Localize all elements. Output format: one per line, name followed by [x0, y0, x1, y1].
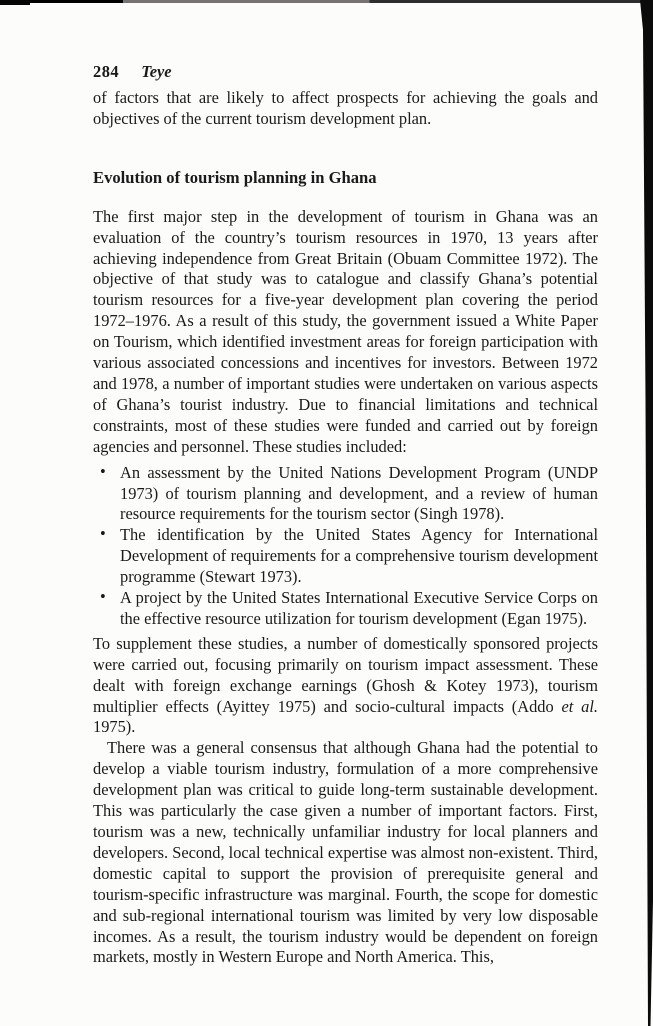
paragraph-supplement: [93, 634, 598, 739]
studies-bullet-list: [93, 463, 598, 630]
paragraph-consensus: There was a general consensus that although Ghana had the potential to develop a viable tourism industry, formulation of a more comprehensive development plan was critical to guide long-term sustainable development. This was particularly the case given a number of important factors. First, tourism was a new, technically unfamiliar industry for local planners and developers. Second, local technical expertise was almost non-existent. Third, domestic capital to support the provision of prerequisite general and tourism-specific infrastructure was marginal. Fourth, the scope for domestic and sub-regional international tourism was limited by very low disposable incomes. As a result, the tourism industry would be dependent on foreign markets, mostly in Western Europe and North America. This,: [93, 738, 598, 967]
list-item-text: The identification by the United States Agency for International Development of requirements for a comprehensive tourism development programme (Stewart 1973).: [120, 525, 598, 587]
paragraph-intro: of factors that are likely to affect prospects for achieving the goals and objectives of the current tourism development plan.: [93, 87, 598, 128]
running-header: [93, 62, 598, 83]
section-heading: Evolution of tourism planning in Ghana: [93, 167, 377, 187]
scan-right-edge-artifact: [640, 0, 653, 1026]
running-head-author: Teye: [141, 62, 172, 81]
list-item: [93, 463, 598, 526]
paragraph-supplement-text: To supplement these studies, a number of domestically sponsored projects were carried out, focusing primarily on tourism impact assessment. These dealt with foreign exchange earnings (Ghosh & Kotey 1973), tourism multiplier effects (Ayittey 1975) and socio-cultural impacts (Addo: [93, 633, 598, 716]
scan-corner-artifact: [0, 0, 30, 5]
scan-top-edge-artifact: [0, 0, 648, 3]
page-number: 284: [93, 62, 120, 81]
page-body: [93, 62, 598, 968]
et-al-italic: et al.: [561, 696, 598, 716]
paragraph-evolution: The first major step in the development of tourism in Ghana was an evaluation of the country’s tourism resources in 1970, 13 years after achieving independence from Great Britain (Obuam Committee 1972). The objective of that study was to catalogue and classify Ghana’s potential tourism resources for a five-year development plan covering the period 1972–1976. As a result of this study, the government issued a White Paper on Tourism, which identified investment areas for foreign participation with various associated concessions and incentives for investors. Between 1972 and 1978, a number of important studies were undertaken on various aspects of Ghana’s tourist industry. Due to financial limitations and technical constraints, most of these studies were funded and carried out by foreign agencies and personnel. These studies included:: [93, 206, 598, 456]
bullet-icon: •: [100, 587, 106, 607]
list-item-text: A project by the United States International Executive Service Corps on the effective resource utilization for tourism development (Egan 1975).: [120, 588, 598, 628]
bullet-icon: •: [100, 461, 106, 481]
list-item: [93, 588, 598, 630]
paragraph-supplement-end: 1975).: [93, 717, 136, 737]
list-item-text: An assessment by the United Nations Development Program (UNDP 1973) of tourism planning and development, and a review of human resource requirements for the tourism sector (Singh 1978).: [120, 462, 598, 524]
list-item: [93, 525, 598, 588]
bullet-icon: •: [100, 524, 106, 544]
